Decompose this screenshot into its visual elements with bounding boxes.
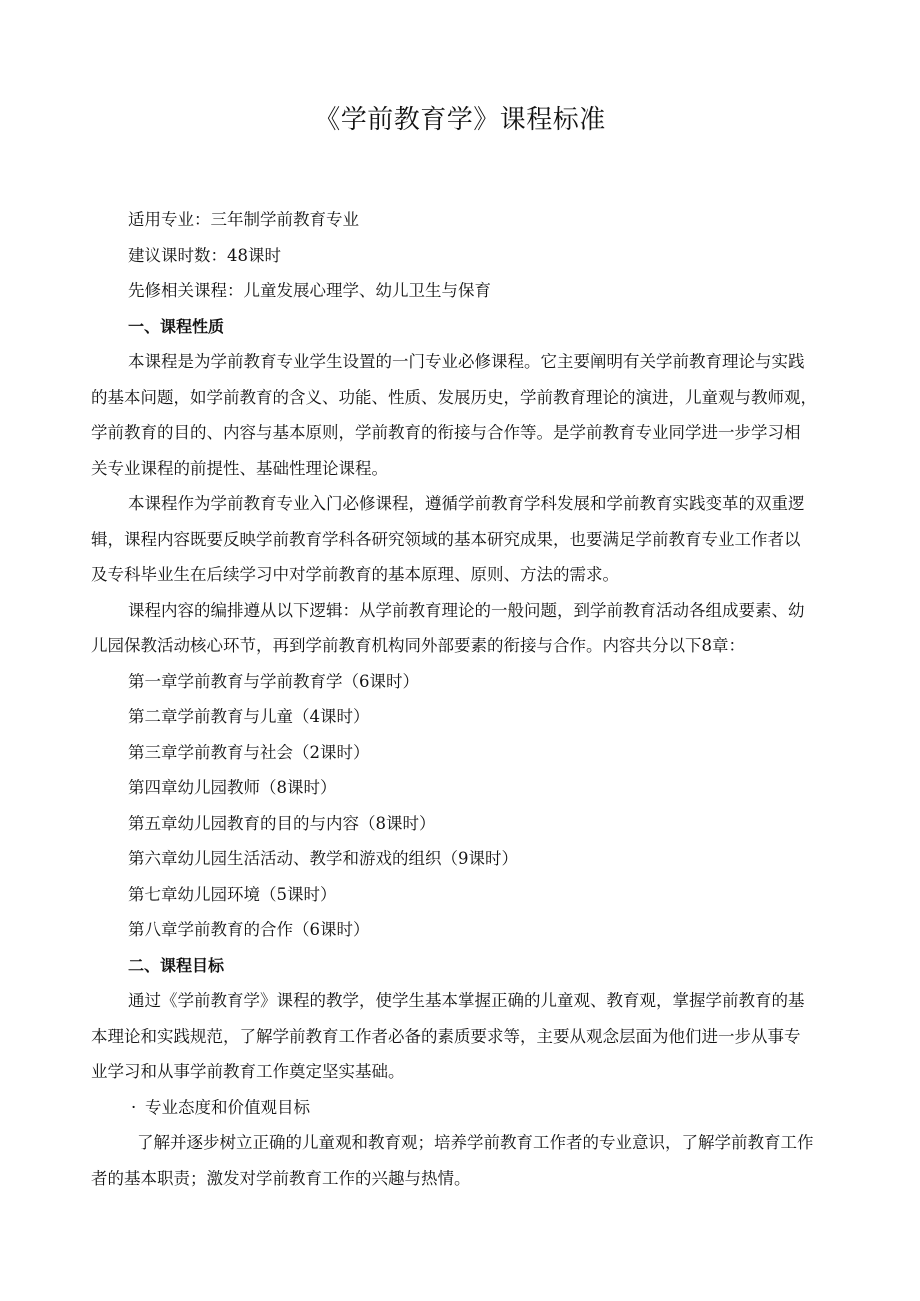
section-heading-goals: 二、课程目标	[128, 955, 225, 975]
text-line: 了解并逐步树立正确的儿童观和教育观；培养学前教育工作者的专业意识，了解学前教育工作	[137, 1133, 814, 1152]
section-heading-nature: 一、课程性质	[128, 316, 225, 336]
text-line: 通过《学前教育学》课程的教学，使学生基本掌握正确的儿童观、教育观，掌握学前教育的基	[128, 991, 805, 1010]
text-line: 及专科毕业生在后续学习中对学前教育的基本原理、原则、方法的需求。	[91, 565, 619, 584]
bullet-label: 专业态度和价值观目标	[145, 1097, 310, 1117]
text-line: 的基本问题，如学前教育的含义、功能、性质、发展历史，学前教育理论的演进，儿童观与教师观，	[91, 387, 817, 407]
text-line: 本理论和实践规范，了解学前教育工作者必备的素质要求等，主要从观念层面为他们进一步从事专	[91, 1026, 801, 1046]
chapter-item: 第五章幼儿园教育的目的与内容（8课时）	[128, 813, 436, 833]
paragraph-nature-3	[91, 593, 831, 664]
bullet-icon: ·	[131, 1097, 137, 1117]
paragraph-nature-2	[91, 486, 831, 593]
text-line: 学前教育的目的、内容与基本原则，学前教育的衔接与合作等。是学前教育专业同学进一步学习相	[91, 423, 801, 442]
text-line: 课程内容的编排遵从以下逻辑：从学前教育理论的一般问题，到学前教育活动各组成要素、幼	[128, 600, 805, 620]
text-line: 辑，课程内容既要反映学前教育学科各研究领域的基本研究成果，也要满足学前教育专业工作者以	[91, 529, 801, 549]
text-line: 者的基本职责；激发对学前教育工作的兴趣与热情。	[91, 1168, 471, 1188]
chapter-item: 第七章幼儿园环境（5课时）	[128, 884, 337, 904]
chapter-item: 第二章学前教育与儿童（4课时）	[128, 707, 370, 726]
info-prereq: 先修相关课程：儿童发展心理学、幼儿卫生与保育	[128, 281, 491, 300]
info-hours: 建议课时数：48课时	[128, 245, 281, 265]
text-line: 业学习和从事学前教育工作奠定坚实基础。	[91, 1062, 405, 1081]
paragraph-goals-1	[91, 983, 831, 1090]
text-line: 本课程是为学前教育专业学生设置的一门专业必修课程。它主要阐明有关学前教育理论与实践	[128, 352, 805, 371]
document-body	[91, 202, 831, 1196]
text-line: 关专业课程的前提性、基础性理论课程。	[91, 458, 388, 478]
bullet-item-attitude	[91, 1090, 831, 1126]
chapter-list	[91, 664, 831, 948]
info-major: 适用专业：三年制学前教育专业	[128, 210, 359, 229]
chapter-item: 第六章幼儿园生活活动、教学和游戏的组织（9课时）	[128, 849, 518, 868]
paragraph-goals-2	[91, 1125, 831, 1196]
chapter-item: 第一章学前教育与学前教育学（6课时）	[128, 671, 419, 691]
chapter-item: 第三章学前教育与社会（2课时）	[128, 742, 370, 762]
chapter-item: 第八章学前教育的合作（6课时）	[128, 920, 370, 939]
chapter-item: 第四章幼儿园教师（8课时）	[128, 778, 337, 797]
text-line: 本课程作为学前教育专业入门必修课程，遵循学前教育学科发展和学前教育实践变革的双重逻	[128, 494, 805, 513]
document-title: 《学前教育学》课程标准	[314, 105, 606, 135]
text-line: 儿园保教活动核心环节，再到学前教育机构同外部要素的衔接与合作。内容共分以下8章：	[91, 636, 745, 655]
paragraph-nature-1	[91, 344, 831, 486]
